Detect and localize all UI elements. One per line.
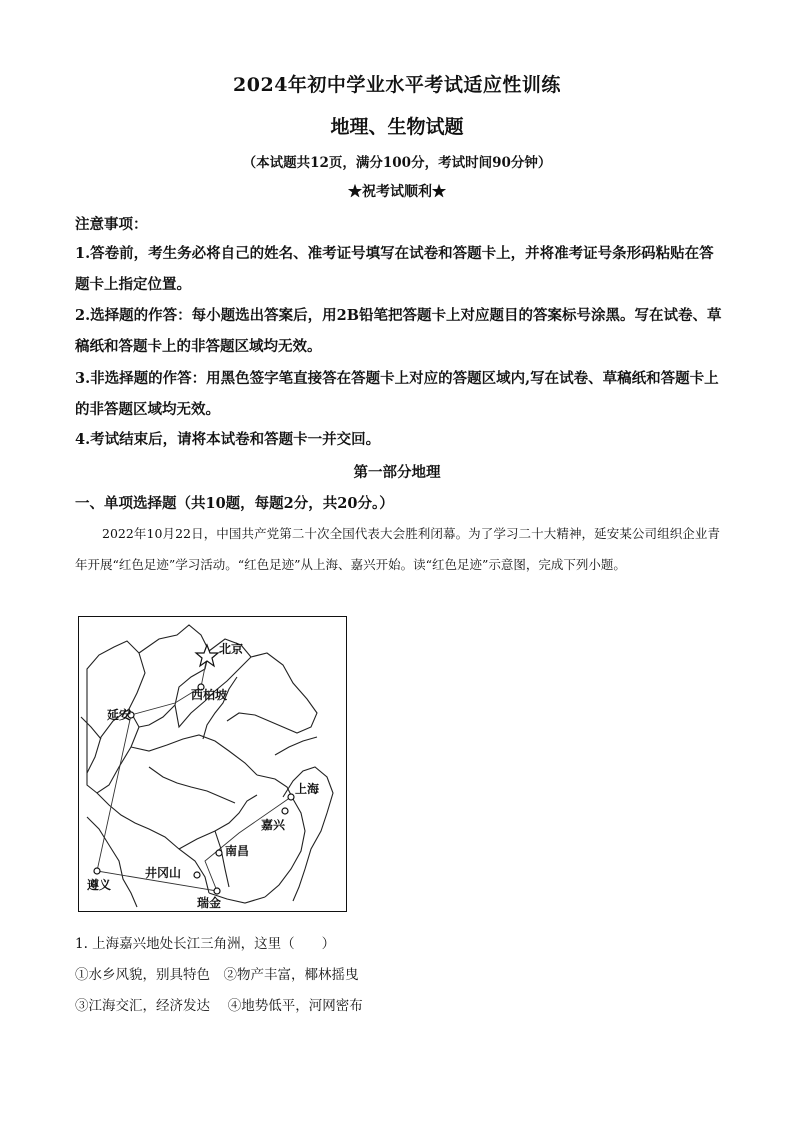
map-svg [79, 617, 345, 910]
province-outline [87, 817, 137, 907]
city-label-yanan: 延安 [107, 708, 132, 722]
notes-heading: 注意事项： [75, 216, 148, 233]
city-marker [94, 868, 100, 874]
city-label-jinggangshan: 井冈山 [145, 866, 182, 880]
city-label-nanchang: 南昌 [225, 844, 250, 858]
city-marker [288, 794, 294, 800]
city-label-ruijin: 瑞金 [197, 896, 222, 910]
exam-subtitle: 地理、生物试题 [330, 116, 464, 138]
province-outline [131, 735, 257, 775]
city-marker [216, 850, 222, 856]
city-label-zunyi: 遵义 [87, 878, 112, 892]
province-outline [227, 653, 317, 733]
capital-star-icon [196, 645, 218, 666]
note-item-2: 2.选择题的作答：每小题选出答案后，用2B铅笔把答题卡上对应题目的答案标号涂黑。写在试卷、草稿纸和答题卡上的非答题区域均无效。 [75, 307, 722, 355]
part-title: 第一部分地理 [353, 464, 441, 481]
city-label-jiaxing: 嘉兴 [261, 818, 286, 832]
exam-wish: ★祝考试顺利★ [348, 184, 446, 200]
exam-title: 2024年初中学业水平考试适应性训练 [233, 74, 561, 96]
province-outline [275, 737, 317, 755]
question-1-options-row-1: ①水乡风貌，别具特色 ②物产丰富，椰林摇曳 [75, 967, 359, 983]
province-outline [149, 767, 235, 803]
exam-info: （本试题共12页，满分100分，考试时间90分钟） [242, 155, 552, 171]
question-1-stem: 1. 上海嘉兴地处长江三角洲，这里（ ） [75, 936, 336, 952]
section-title: 一、单项选择题（共10题，每题2分，共20分。） [75, 495, 394, 512]
passage-text: 2022年10月22日，中国共产党第二十次全国代表大会胜利闭幕。为了学习二十大精神，延安某公司组织企业青年开展“红色足迹”学习活动。“红色足迹”从上海、嘉兴开始。读“红色足迹”示意图，完成下列小题。 [75, 526, 720, 572]
note-item-1: 1.答卷前，考生务必将自己的姓名、准考证号填写在试卷和答题卡上，并将准考证号条形码粘贴在答题卡上指定位置。 [75, 245, 714, 293]
question-1-options-row-2: ③江海交汇，经济发达 ④地势低平，河网密布 [75, 998, 363, 1014]
red-footprint-map [78, 616, 347, 912]
city-marker [214, 888, 220, 894]
city-label-xibaipo: 西柏坡 [191, 688, 228, 702]
city-label-beijing: 北京 [219, 642, 244, 656]
city-label-shanghai: 上海 [295, 782, 320, 796]
city-marker [282, 808, 288, 814]
province-outline [139, 625, 209, 727]
province-outline [81, 717, 101, 739]
province-outline [215, 831, 229, 887]
note-item-4: 4.考试结束后，请将本试卷和答题卡一并交回。 [75, 431, 381, 448]
city-marker [194, 872, 200, 878]
note-item-3: 3.非选择题的作答：用黑色签字笔直接答在答题卡上对应的答题区域内,写在试卷、草稿纸和答题卡上的非答题区域均无效。 [75, 370, 719, 418]
